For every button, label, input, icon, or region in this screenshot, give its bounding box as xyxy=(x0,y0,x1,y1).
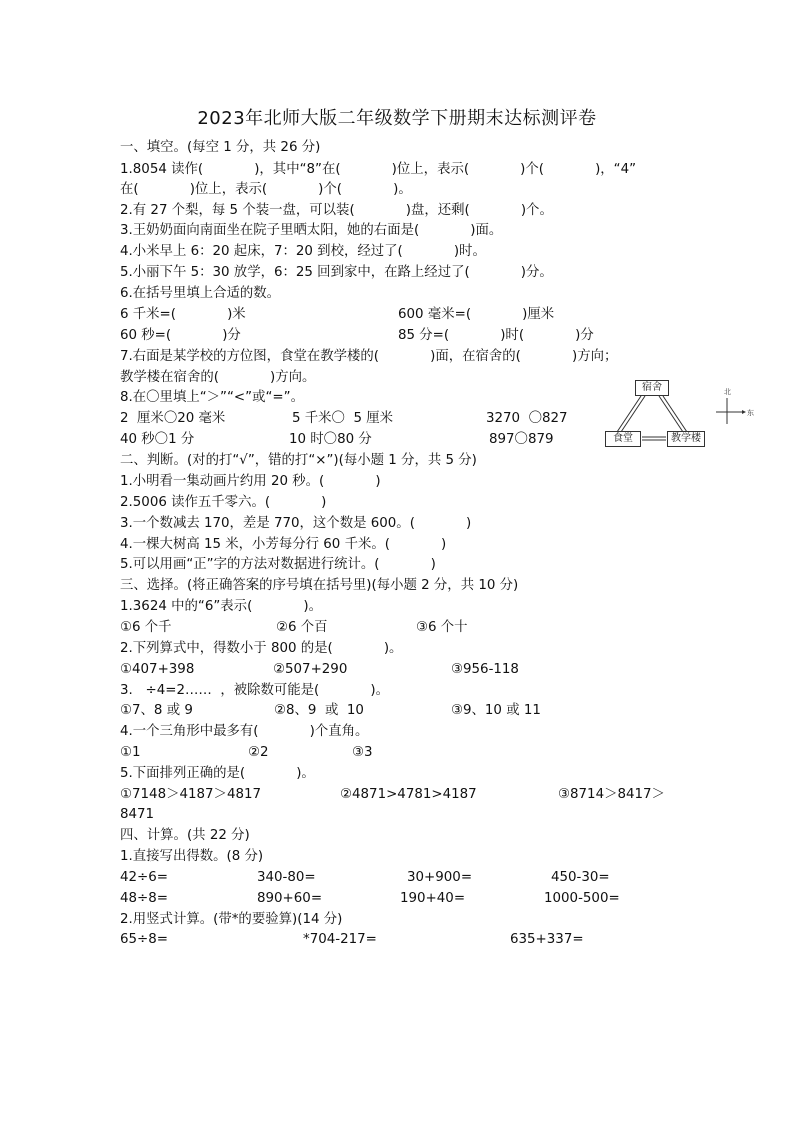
teaching-building-box: 教学楼 xyxy=(667,431,705,447)
option-3-5-c: ③8714＞8417＞ xyxy=(558,787,665,802)
question-1-7-line-2: 教学楼在宿舍的( )方向。 xyxy=(120,370,316,385)
question-1-5: 5.小丽下午 5：30 放学，6：25 回到家中，在路上经过了( )分。 xyxy=(120,265,553,280)
question-3-2: 2.下列算式中，得数小于 800 的是( )。 xyxy=(120,641,403,656)
question-2-2: 2.5006 读作五千零六。( ) xyxy=(120,495,327,510)
question-1-1-line-2: 在( )位上，表示( )个( )。 xyxy=(120,182,412,197)
option-3-5-c-continued: 8471 xyxy=(120,807,155,822)
question-3-5: 5.下面排列正确的是( )。 xyxy=(120,766,315,781)
unit-conversion-3: 60 秒=( )分 xyxy=(120,328,241,343)
vertical-calc-1: 65÷8= xyxy=(120,932,168,947)
oral-calc-5: 48÷8= xyxy=(120,891,168,906)
north-label: 北 xyxy=(724,388,731,396)
question-1-3: 3.王奶奶面向南面坐在院子里晒太阳，她的右面是( )面。 xyxy=(120,223,503,238)
section-4-header: 四、计算。(共 22 分) xyxy=(120,828,250,843)
vertical-calc-3: 635+337= xyxy=(510,932,584,947)
section-1-header: 一、填空。(每空 1 分，共 26 分) xyxy=(120,140,321,155)
oral-calc-1: 42÷6= xyxy=(120,870,168,885)
page-title: 2023年北师大版二年级数学下册期末达标测评卷 xyxy=(197,108,597,129)
question-4-1: 1.直接写出得数。(8 分) xyxy=(120,849,264,864)
option-3-3-b: ②8、9 或 10 xyxy=(274,703,364,718)
option-3-1-b: ②6 个百 xyxy=(276,620,328,635)
option-3-3-a: ①7、8 或 9 xyxy=(120,703,193,718)
question-1-8: 8.在〇里填上“＞”“<”或“=”。 xyxy=(120,390,304,405)
compare-item-1: 2 厘米〇20 毫米 xyxy=(120,411,226,426)
question-2-4: 4.一棵大树高 15 米，小芳每分行 60 千米。( ) xyxy=(120,537,447,552)
question-1-7-line-1: 7.右面是某学校的方位图，食堂在教学楼的( )面，在宿舍的( )方向； xyxy=(120,349,618,364)
option-3-2-c: ③956-118 xyxy=(451,662,519,677)
option-3-2-a: ①407+398 xyxy=(120,662,195,677)
oral-calc-6: 890+60= xyxy=(257,891,323,906)
east-label: 东 xyxy=(747,409,754,417)
compass-rose xyxy=(714,388,774,428)
question-4-2: 2.用竖式计算。(带*的要验算)(14 分) xyxy=(120,912,343,927)
option-3-2-b: ②507+290 xyxy=(273,662,348,677)
section-2-header: 二、判断。(对的打“√”，错的打“×”)(每小题 1 分，共 5 分) xyxy=(120,453,477,468)
question-1-6: 6.在括号里填上合适的数。 xyxy=(120,286,281,301)
compare-item-3: 3270 〇827 xyxy=(486,411,568,426)
option-3-1-a: ①6 个千 xyxy=(120,620,172,635)
question-3-4: 4.一个三角形中最多有( )个直角。 xyxy=(120,724,369,739)
section-3-header: 三、选择。(将正确答案的序号填在括号里)(每小题 2 分，共 10 分) xyxy=(120,578,519,593)
unit-conversion-2: 600 毫米=( )厘米 xyxy=(398,307,555,322)
compare-item-2: 5 千米〇 5 厘米 xyxy=(292,411,394,426)
compare-item-5: 10 时〇80 分 xyxy=(289,432,372,447)
question-2-1: 1.小明看一集动画片约用 20 秒。( ) xyxy=(120,474,381,489)
unit-conversion-1: 6 千米=( )米 xyxy=(120,307,246,322)
oral-calc-3: 30+900= xyxy=(407,870,473,885)
unit-conversion-4: 85 分=( )时( )分 xyxy=(398,328,594,343)
dorm-box: 宿舍 xyxy=(635,380,669,396)
oral-calc-8: 1000-500= xyxy=(544,891,620,906)
question-1-1-line-1: 1.8054 读作( )，其中“8”在( )位上，表示( )个( )，“4” xyxy=(120,162,637,177)
oral-calc-4: 450-30= xyxy=(551,870,610,885)
compass-icon xyxy=(714,388,774,428)
compare-item-6: 897〇879 xyxy=(489,432,554,447)
oral-calc-7: 190+40= xyxy=(400,891,466,906)
vertical-calc-2: *704-217= xyxy=(303,932,377,947)
option-3-4-c: ③3 xyxy=(352,745,373,760)
question-2-3: 3.一个数减去 170，差是 770，这个数是 600。( ) xyxy=(120,516,472,531)
oral-calc-2: 340-80= xyxy=(257,870,316,885)
question-3-1: 1.3624 中的“6”表示( )。 xyxy=(120,599,322,614)
question-1-4: 4.小米早上 6：20 起床，7：20 到校，经过了( )时。 xyxy=(120,244,486,259)
option-3-4-b: ②2 xyxy=(248,745,269,760)
school-direction-diagram xyxy=(603,380,703,452)
compare-item-4: 40 秒〇1 分 xyxy=(120,432,195,447)
option-3-5-a: ①7148＞4187＞4817 xyxy=(120,787,262,802)
option-3-4-a: ①1 xyxy=(120,745,141,760)
question-1-2: 2.有 27 个梨，每 5 个装一盘，可以装( )盘，还剩( )个。 xyxy=(120,203,553,218)
option-3-3-c: ③9、10 或 11 xyxy=(451,703,541,718)
question-3-3: 3. ÷4=2…… ，被除数可能是( )。 xyxy=(120,683,389,698)
option-3-1-c: ③6 个十 xyxy=(416,620,468,635)
option-3-5-b: ②4871>4781>4187 xyxy=(340,787,477,802)
question-2-5: 5.可以用画“正”字的方法对数据进行统计。( ) xyxy=(120,557,436,572)
canteen-box: 食堂 xyxy=(605,431,641,447)
